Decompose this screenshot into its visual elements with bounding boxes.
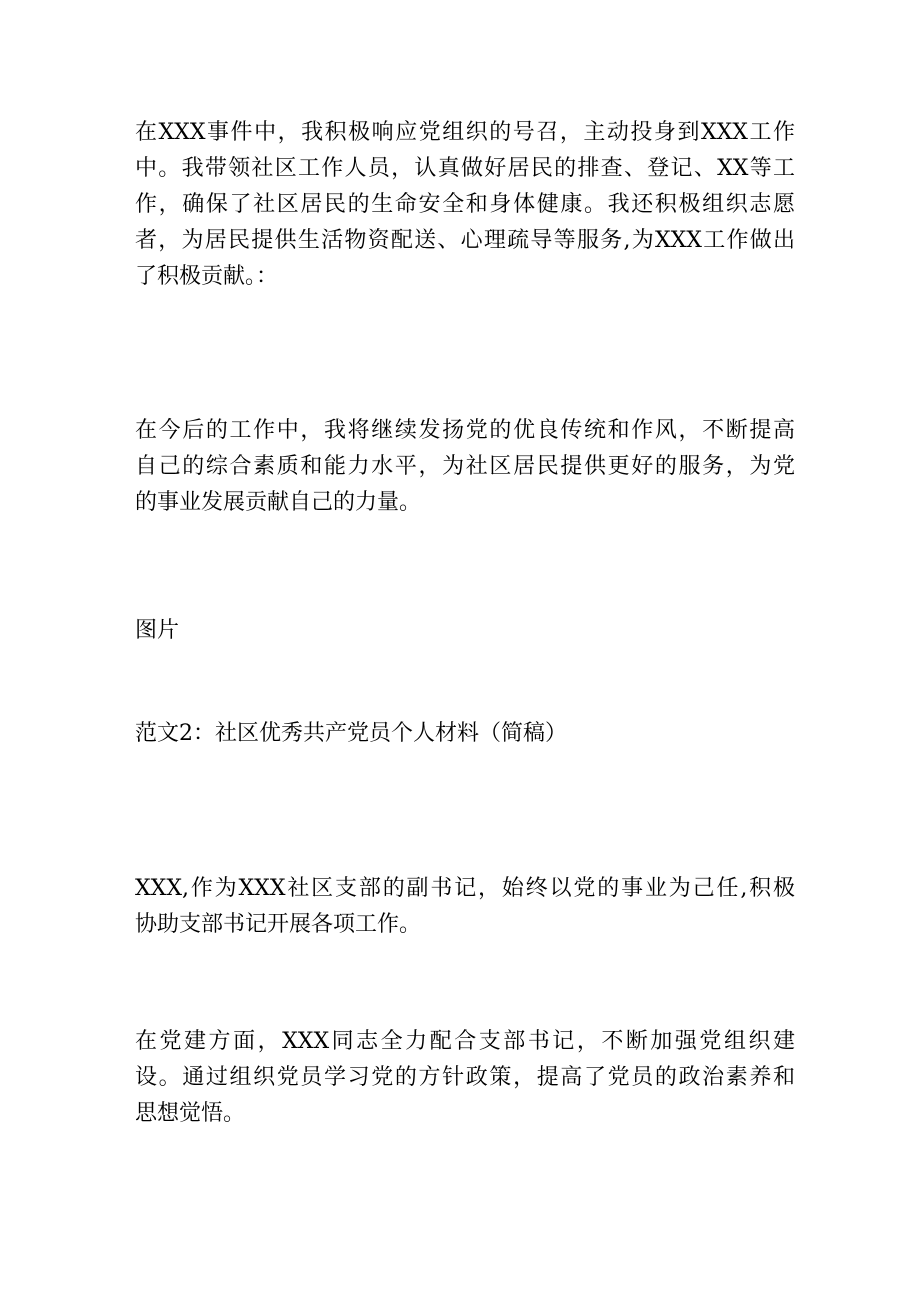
paragraph-image-placeholder xyxy=(135,613,795,649)
text-line: 作，确保了社区居民的生命安全和身体健康。我还积极组织志愿 xyxy=(135,192,795,217)
text-line: 了积极贡献。： xyxy=(135,264,279,289)
text-line: XXX,作为XXX社区支部的副书记，始终以党的事业为己任,积极 xyxy=(135,876,795,901)
image-caption: 图片 xyxy=(135,618,180,643)
text-line: 在XXX事件中，我积极响应党组织的号召，主动投身到XXX工作 xyxy=(135,120,795,145)
text-line: 在今后的工作中，我将继续发扬党的优良传统和作风，不断提高 xyxy=(135,418,795,443)
text-line: 设。通过组织党员学习党的方针政策，提高了党员的政治素养和 xyxy=(135,1065,795,1090)
text-line: 自己的综合素质和能力水平，为社区居民提供更好的服务，为党 xyxy=(135,454,795,479)
text-line: 中。我带领社区工作人员，认真做好居民的排查、登记、XX等工 xyxy=(135,156,795,181)
text-line: 者，为居民提供生活物资配送、心理疏导等服务,为XXX工作做出 xyxy=(135,228,795,253)
text-line: 思想觉悟。 xyxy=(135,1101,246,1126)
paragraph-party-building xyxy=(135,1024,795,1132)
paragraph-role-intro xyxy=(135,871,795,943)
text-line: 协助支部书记开展各项工作。 xyxy=(135,912,422,937)
text-line: 的事业发展贡献自己的力量。 xyxy=(135,490,422,515)
paragraph-event-contribution xyxy=(135,115,795,295)
heading-text: 范文2：社区优秀共产党员个人材料（简稿） xyxy=(135,721,567,746)
text-line: 在党建方面，XXX同志全力配合支部书记，不断加强党组织建 xyxy=(135,1029,795,1054)
paragraph-future-work xyxy=(135,413,795,521)
section-heading xyxy=(135,716,795,752)
